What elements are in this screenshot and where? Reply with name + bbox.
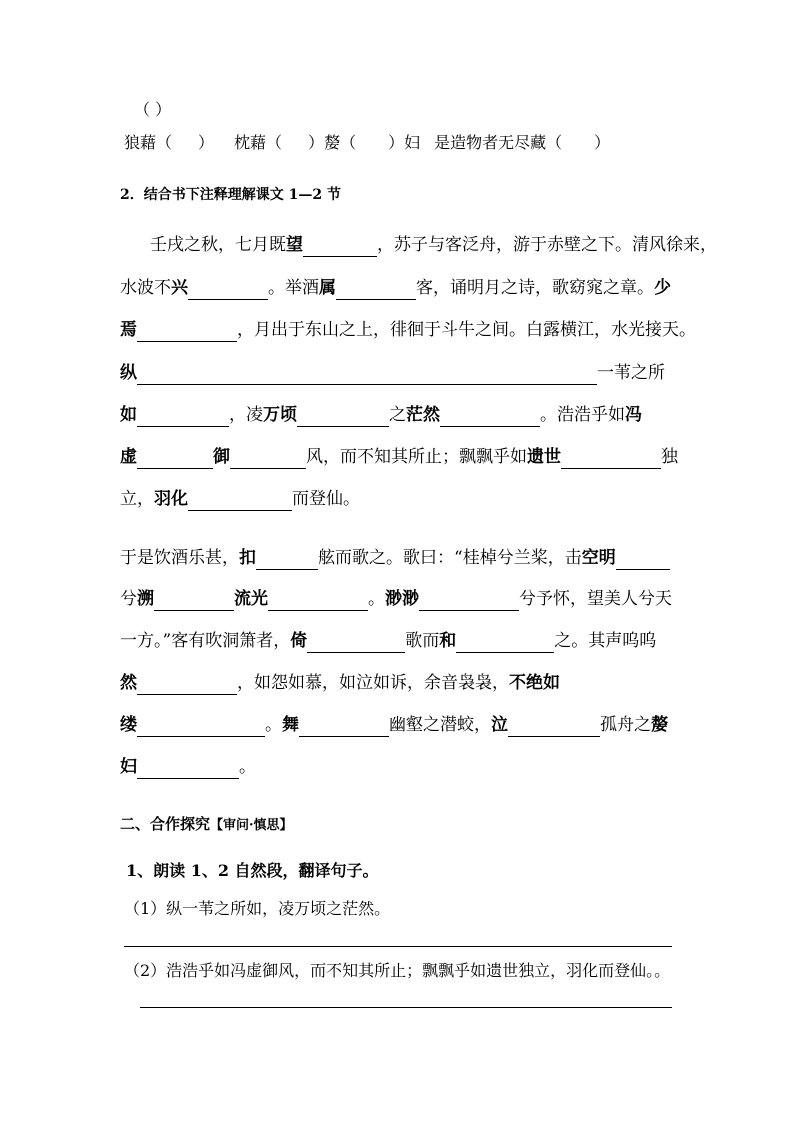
task1-question2: （2）浩浩乎如冯虚御风，而不知其所止；飘飘乎如遗世独立，羽化而登仙。。 [124, 961, 671, 980]
text: 风，而不知其所止；飘飘乎如 [306, 447, 527, 467]
key-word: 泣 [491, 715, 508, 735]
key-word: 然 [120, 673, 137, 693]
para1-line6 [120, 445, 678, 469]
text: 舷而歌之。歌曰：“桂棹兮兰桨，击 [318, 548, 582, 568]
text: 立， [120, 489, 154, 509]
key-word: 望 [286, 235, 303, 255]
blank-field[interactable] [230, 450, 306, 469]
para2-line2 [120, 587, 672, 611]
blank-field[interactable] [137, 760, 239, 779]
blank-field[interactable] [456, 634, 554, 653]
text: ，月出于东山之上，徘徊于斗牛之间。白露横江，水光接天。 [237, 320, 696, 340]
para2-line6 [120, 755, 256, 779]
key-word: 属 [319, 278, 336, 298]
text: 。浩浩乎如 [540, 405, 625, 425]
para1-line5 [120, 403, 642, 427]
top-paren: （ ） [134, 100, 172, 119]
para2-line4 [120, 671, 560, 695]
key-word: 舞 [282, 715, 299, 735]
blank-field[interactable] [440, 408, 540, 427]
text: 而登仙。 [292, 489, 360, 509]
item2-title: 2．结合书下注释理解课文 1—2 节 [120, 187, 341, 203]
vocab-word: ） [594, 133, 611, 152]
key-word: 流光 [234, 589, 268, 609]
blank-field[interactable] [137, 450, 213, 469]
blank-field[interactable] [307, 634, 405, 653]
vocab-word: 枕藉（ [234, 133, 283, 152]
key-word: 倚 [290, 631, 308, 651]
text: 之 [389, 405, 406, 425]
text: 。 [239, 757, 256, 777]
text: 一苇之所 [597, 363, 665, 383]
text: ，如怨如慕，如泣如诉，余音袅袅， [237, 673, 509, 693]
blank-field[interactable] [299, 718, 389, 737]
blank-field[interactable] [508, 718, 600, 737]
blank-field[interactable] [137, 408, 229, 427]
key-word: 羽化 [154, 489, 188, 509]
key-word: 妇 [120, 757, 137, 777]
key-word: 扣 [239, 548, 256, 568]
answer-line[interactable] [140, 1007, 672, 1008]
para1-line1 [150, 233, 717, 257]
text: 于是饮酒乐甚， [120, 548, 239, 568]
task1-title: 1、朗读 1、2 自然段，翻译句子。 [126, 861, 379, 880]
vocab-word: 狼藉（ [124, 133, 173, 152]
key-word: 如 [120, 405, 137, 425]
blank-field[interactable] [137, 718, 265, 737]
key-word: 兴 [171, 278, 188, 298]
key-word: 虚 [120, 447, 137, 467]
key-word: 渺渺 [385, 589, 419, 609]
text: 孤舟之 [600, 715, 651, 735]
blank-field[interactable] [188, 281, 268, 300]
answer-line[interactable] [124, 946, 672, 947]
vocab-word: 是造物者无尽藏（ [434, 133, 563, 152]
vocab-word: ） [308, 133, 325, 152]
para1-line3 [120, 318, 696, 342]
key-word: 缕 [120, 715, 137, 735]
key-word: 遗世 [527, 447, 561, 467]
text: 之。其声呜呜 [554, 631, 657, 651]
text: 水波不 [120, 278, 171, 298]
vocab-word: ） [198, 133, 215, 152]
task1-question1: （1）纵一苇之所如，凌万顷之茫然。 [124, 899, 391, 918]
key-word: 茫然 [406, 405, 440, 425]
para2-line5 [120, 713, 668, 737]
blank-field[interactable] [336, 281, 416, 300]
section2-heading [120, 813, 293, 834]
para2-line3 [120, 629, 656, 653]
key-word: 不绝如 [509, 673, 560, 693]
blank-field[interactable] [256, 551, 318, 570]
key-word: 空明 [581, 548, 616, 568]
key-word: 嫠 [651, 715, 668, 735]
text: 独 [661, 447, 678, 467]
key-word: 冯 [625, 405, 642, 425]
text: 。举酒 [268, 278, 319, 298]
text: 一方。”客有吹洞箫者， [120, 631, 291, 651]
section-title: 二、合作探究 [120, 815, 211, 833]
blank-field[interactable] [137, 323, 237, 342]
blank-field[interactable] [268, 592, 368, 611]
para1-line7 [120, 487, 360, 511]
blank-field[interactable] [419, 592, 519, 611]
para2-line1 [120, 546, 670, 570]
text: ，凌 [229, 405, 263, 425]
blank-field[interactable] [616, 551, 670, 570]
vocab-row [124, 132, 610, 154]
key-word: 焉 [120, 320, 137, 340]
blank-field[interactable] [137, 366, 597, 385]
key-word: 万顷 [263, 405, 297, 425]
text: ，苏子与客泛舟，游于赤壁之下。清风徐来， [377, 235, 717, 255]
text: 。 [368, 589, 385, 609]
blank-field[interactable] [297, 408, 389, 427]
key-word: 溯 [137, 589, 154, 609]
key-word: 和 [439, 631, 457, 651]
blank-field[interactable] [303, 238, 377, 257]
text: 歌而 [405, 631, 440, 651]
blank-field[interactable] [188, 492, 292, 511]
text: 客，诵明月之诗，歌窈窕之章。 [416, 278, 654, 298]
blank-field[interactable] [561, 450, 661, 469]
vocab-word: ）妇 [388, 133, 421, 152]
text: 兮予怀，望美人兮天 [519, 589, 672, 609]
para1-line2 [120, 276, 671, 300]
text: 壬戌之秋，七月既 [150, 235, 286, 255]
vocab-word: 嫠（ [324, 133, 357, 152]
key-word: 纵 [120, 363, 137, 383]
blank-field[interactable] [154, 592, 234, 611]
blank-field[interactable] [137, 676, 237, 695]
text: 幽壑之潜蛟， [389, 715, 491, 735]
para1-line4 [120, 361, 665, 385]
text: 。 [265, 715, 282, 735]
section-tag: 【审问·慎思】 [210, 818, 293, 833]
text: 兮 [120, 589, 137, 609]
key-word: 少 [654, 278, 671, 298]
key-word: 御 [213, 447, 230, 467]
